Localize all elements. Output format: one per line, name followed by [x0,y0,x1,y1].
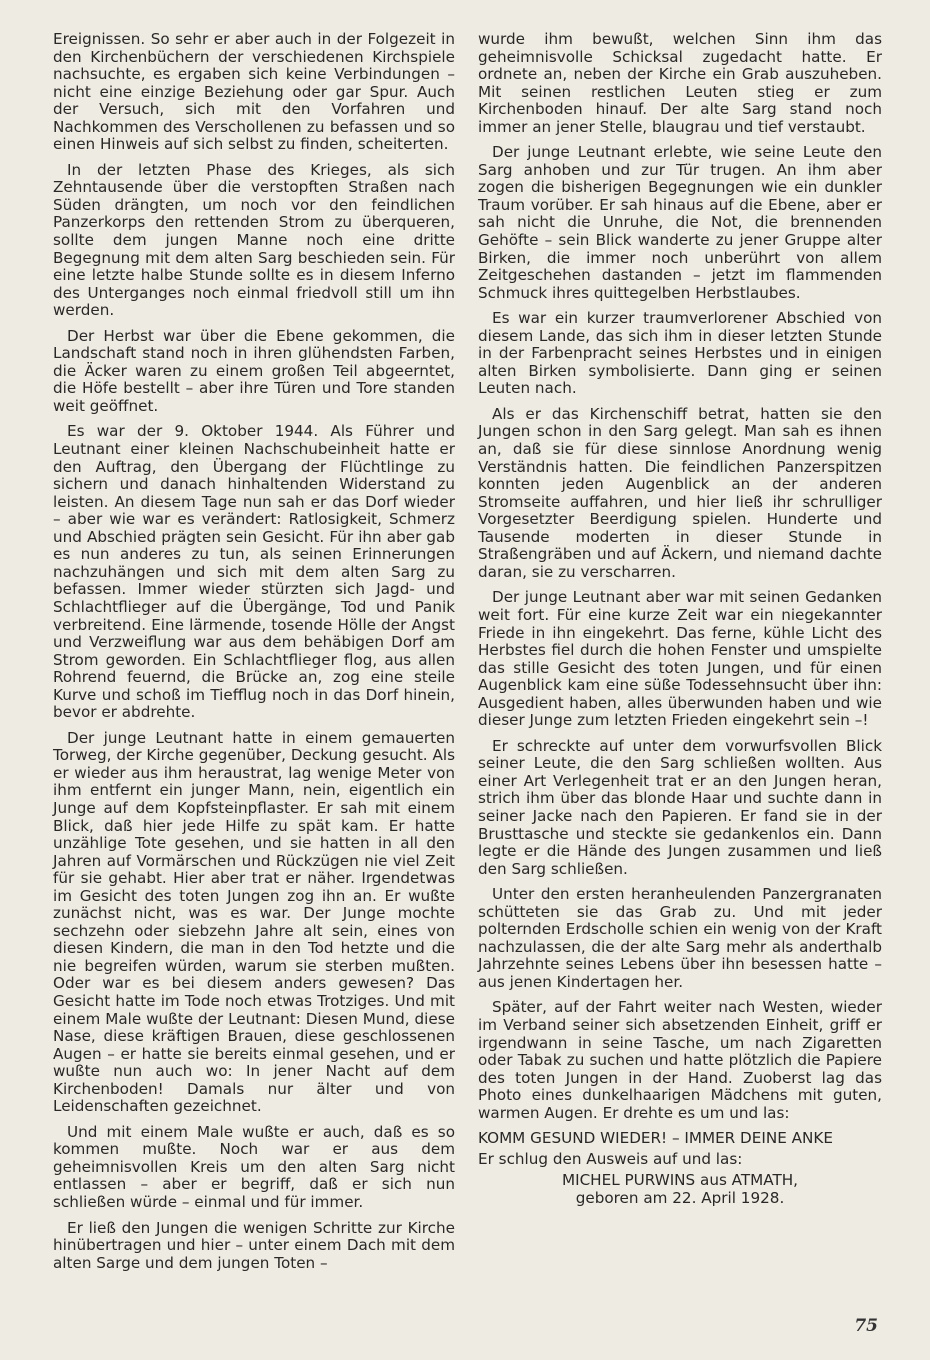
paragraph: Der junge Leutnant hatte in einem gemauerten Torweg, der Kirche gegenüber, Deckung gesucht. Als er wieder aus ihm heraustrat, lag wenige Meter von ihm entfernt ein junger Mann, nein, eigentlich ein Junge auf dem Kopfsteinpflaster. Er sah mit einem Blick, daß hier jede Hilfe zu spät kam. Er hatte unzählige Tote gesehen, und sie hatten in all den Jahren auf Vormärschen und Rückzügen nie viel Zeit für sie gehabt. Hier aber trat er näher. Irgendetwas im Gesicht des toten Jungen zog ihn an. Er wußte zunächst nicht, was es war. Der Junge mochte sechzehn oder siebzehn Jahre alt sein, eines von diesen Kindern, die man in den Tod hetzte und die nie begreifen würden, warum sie sterben mußten. Oder war es bei diesem anders gewesen? Das Gesicht hatte im Tode noch etwas Trotziges. Und mit einem Male wußte der Leutnant: Diesen Mund, diese Nase, diese kräftigen Brauen, diese geschlossenen Augen – er hatte sie bereits einmal gesehen, und er wußte nun auch wo: In jener Nacht auf dem Kirchenboden! Damals nur älter und von Leidenschaften gezeichnet. [53,728,455,1116]
paragraph: Unter den ersten heranheulenden Panzergranaten schütteten sie das Grab zu. Und mit jeder polternden Erdscholle schien ein wenig von der Kraft nachzulassen, die der alte Sarg mehr als anderthalb Jahrzehnte seines Lebens über ihn besessen hatte – aus jenen Kindertagen her. [478,885,882,991]
paragraph: Der junge Leutnant erlebte, wie seine Leute den Sarg anhoben und zur Tür trugen. An ihm aber zogen die bisherigen Begegnungen wie ein dunkler Traum vorüber. Er sah hinaus auf die Ebene, aber er sah nicht die Unruhe, die Not, die brennenden Gehöfte – sein Blick wanderte zu jener Gruppe alter Birken, die immer noch unberührt von allem Zeitgeschehen dastanden – jetzt im flammenden Schmuck ihres quittegelben Herbstlaubes. [478,143,882,302]
paragraph: Es war ein kurzer traumverlorener Abschied von diesem Lande, das sich ihm in dieser letzten Stunde in der Farbenpracht seines Herbstes und in einigen alten Birken symbolisierte. Dann ging er seinen Leuten nach. [478,309,882,398]
paragraph: Er schreckte auf unter dem vorwurfsvollen Blick seiner Leute, die den Sarg schließen wollten. Aus einer Art Verlegenheit trat er an den Jungen heran, strich ihm über das blonde Haar und suchte dann in seiner Jacke nach den Papieren. Er fand sie in der Brusttasche und steckte sie gedankenlos ein. Dann legte er die Hände des Jungen zusammen und ließ den Sarg schließen. [478,736,882,878]
paragraph: Später, auf der Fahrt weiter nach Westen, wieder im Verband seiner sich absetzenden Einheit, griff er irgendwann in seine Tasche, um nach Zigaretten oder Tabak zu suchen und hatte plötzlich die Papiere des toten Jungen in der Hand. Zuoberst lag das Photo eines dunkelhaarigen Mädchens mit guten, warmen Augen. Er drehte es um und las: [478,998,882,1122]
paragraph: In der letzten Phase des Krieges, als sich Zehntausende über die verstopften Straßen nach Süden drängten, um noch vor den feindlichen Panzerkorps den rettenden Strom zu überqueren, sollte dem jungen Manne noch eine dritte Begegnung mit dem alten Sarg beschieden sein. Für eine letzte halbe Stunde sollte es in diesem Inferno des Unterganges noch einmal friedvoll still um ihn werden. [53,160,455,320]
page-number: 75 [854,1316,878,1336]
paragraph: Er ließ den Jungen die wenigen Schritte zur Kirche hinübertragen und hier – unter einem Dach mit dem alten Sarge und dem jungen Toten – [53,1218,455,1272]
paragraph: wurde ihm bewußt, welchen Sinn ihm das geheimnisvolle Schicksal zugedacht hatte. Er ordnete an, neben der Kirche ein Grab auszuheben. Mit seinen restlichen Leuten stieg er zum Kirchenboden hinauf. Der alte Sarg stand noch immer an jener Stelle, blaugrau und tief verstaubt. [478,30,882,136]
paragraph: Und mit einem Male wußte er auch, daß es so kommen mußte. Noch war er aus dem geheimnisvollen Kreis um den alten Sarg nicht entlassen – aber er begriff, daß er sich nun schließen würde – einmal und für immer. [53,1122,455,1211]
paragraph: Ereignissen. So sehr er aber auch in der Folgezeit in den Kirchenbüchern der verschiedenen Kirchspiele nachsuchte, es ergaben sich keine Verbindungen – nicht eine einzige Beziehung oder gar Spur. Auch der Versuch, sich mit den Vorfahren und Nachkommen des Verschollenen zu befassen und so einen Hinweis auf sich selbst zu finden, scheiterten. [53,30,455,154]
right-column [478,31,882,1207]
left-column [53,31,455,1280]
paragraph: Der Herbst war über die Ebene gekommen, die Landschaft stand noch in ihren glühendsten Farben, die Äcker waren zu einem großen Teil abgeerntet, die Höfe bestellt – aber ihre Türen und Tore standen weit geöffnet. [53,326,455,415]
id-intro: Er schlug den Ausweis auf und las: [478,1149,743,1168]
paragraph: Es war der 9. Oktober 1944. Als Führer und Leutnant einer kleinen Nachschubeinheit hatte er den Auftrag, den Übergang der Flüchtlinge zu sichern und danach hinhaltenden Widerstand zu leisten. An diesem Tage nun sah er das Dorf wieder – aber wie war es verändert: Ratlosigkeit, Schmerz und Abschied prägten sein Gesicht. Für ihn aber gab es nun anderes zu tun, als seinen Erinnerungen nachzuhängen und sich mit dem alten Sarg zu befassen. Immer wieder stürzten sich Jagd- und Schlachtflieger auf die Übergänge, Tod und Panik verbreitend. Eine lärmende, tosende Hölle der Angst und Verzweiflung war aus dem behäbigen Dorf am Strom geworden. Ein Schlachtflieger flog, aus allen Rohrend feuernd, die Brücke an, zog eine steile Kurve und schoß im Tiefflug noch in das Dorf hinein, bevor er abdrehte. [53,422,455,722]
paragraph: Der junge Leutnant aber war mit seinen Gedanken weit fort. Für eine kurze Zeit war ein niegekannter Friede in ihn eingekehrt. Das ferne, kühle Licht des Herbstes fiel durch die hohen Fenster und umspielte das stille Gesicht des toten Jungen, und für einen Augenblick kam eine süße Todessehnsucht über ihn: Ausgedient haben, alles überwunden haben und wie dieser Junge zum letzten Frieden eingekehrt sein –! [478,588,882,730]
id-name-line: MICHEL PURWINS aus ATMATH, [561,1171,799,1190]
photo-inscription: KOMM GESUND WIEDER! – IMMER DEINE ANKE [478,1129,833,1148]
id-birth-line: geboren am 22. April 1928. [575,1188,785,1207]
paragraph: Als er das Kirchenschiff betrat, hatten sie den Jungen schon in den Sarg gelegt. Man sah es ihnen an, daß sie für diese sinnlose Anordnung wenig Verständnis hatten. Die feindlichen Panzerspitzen konnten jeden Augenblick an der anderen Stromseite auffahren, und hier ließ ihr schrulliger Vorgesetzter Beerdigung spielen. Hunderte und Tausende moderten in dieser Stunde in Straßengräben und auf Äckern, und niemand dachte daran, sie zu verscharren. [478,404,882,581]
